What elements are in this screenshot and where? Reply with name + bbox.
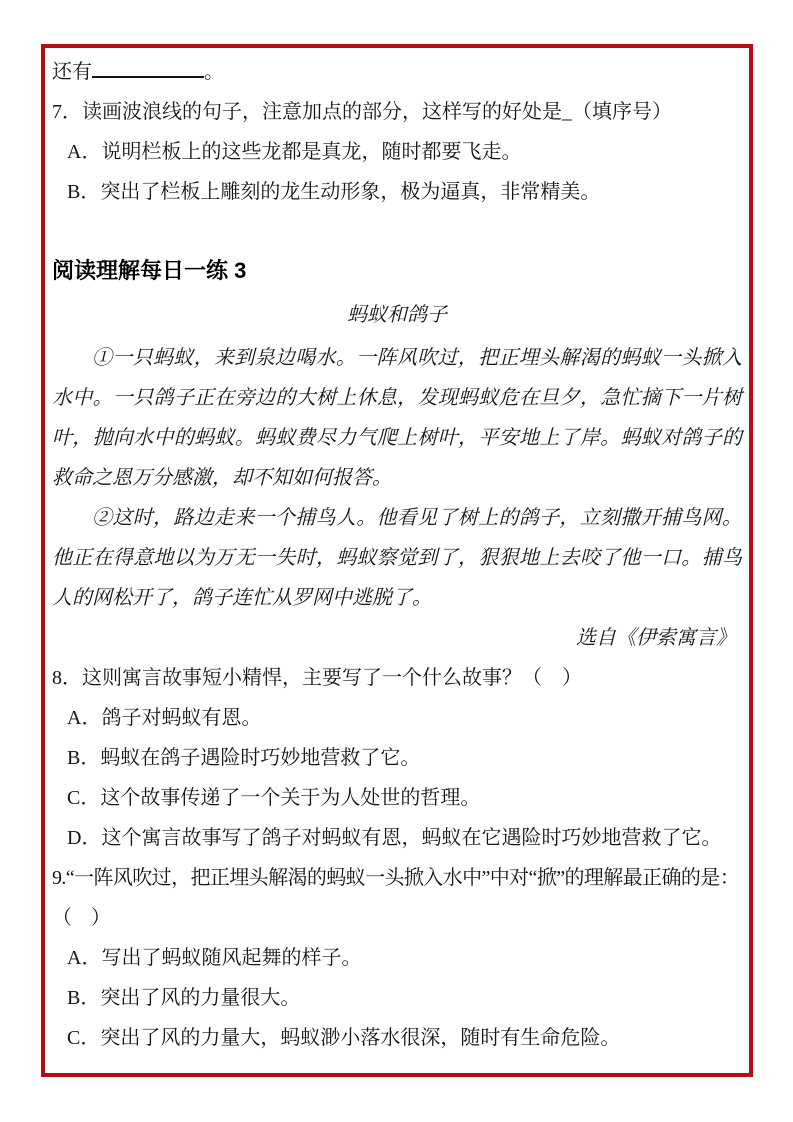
passage-title: 蚂蚁和鸽子 xyxy=(347,304,447,326)
question-8-option-d: D．这个寓言故事写了鸽子对蚂蚁有恩，蚂蚁在它遇险时巧妙地营救了它。 xyxy=(67,827,722,849)
question-7-stem: 7．读画波浪线的句子，注意加点的部分，这样写的好处是_（填序号） xyxy=(52,101,672,123)
question-9-option-b: B．突出了风的力量很大。 xyxy=(67,987,301,1009)
question-9-option-a: A．写出了蚂蚁随风起舞的样子。 xyxy=(67,947,362,969)
question-8-stem: 8．这则寓言故事短小精悍，主要写了一个什么故事？（ ） xyxy=(52,667,582,689)
question-9-option-c: C．突出了风的力量大，蚂蚁渺小落水很深，随时有生命危险。 xyxy=(67,1027,621,1049)
fill-in-blank xyxy=(92,74,204,78)
question-8-option-b: B．蚂蚁在鸽子遇险时巧妙地营救了它。 xyxy=(67,747,421,769)
section-heading: 阅读理解每日一练 3 xyxy=(52,258,247,283)
passage-paragraph-2: ②这时，路边走来一个捕鸟人。他看见了树上的鸽子，立刻撒开捕鸟网。他正在得意地以为万无一失时，蚂蚁察觉到了，狠狠地上去咬了他一口。捕鸟人的网松开了，鸽子连忙从罗网中逃脱了。 xyxy=(52,507,742,609)
fill-in-suffix: 。 xyxy=(204,61,224,83)
question-7-option-b: B．突出了栏板上雕刻的龙生动形象，极为逼真，非常精美。 xyxy=(67,181,601,203)
fill-in-prefix: 还有 xyxy=(52,61,92,83)
fill-in-line xyxy=(52,52,742,92)
question-9-stem: 9.“一阵风吹过，把正埋头解渴的蚂蚁一头掀入水中”中对“掀”的理解最正确的是：（ ） xyxy=(52,867,740,929)
passage-paragraph-1: ①一只蚂蚁，来到泉边喝水。一阵风吹过，把正埋头解渴的蚂蚁一头掀入水中。一只鸽子正在旁边的大树上休息，发现蚂蚁危在旦夕，急忙摘下一片树叶，抛向水中的蚂蚁。蚂蚁费尽力气爬上树叶，平安地上了岸。蚂蚁对鸽子的救命之恩万分感激，却不知如何报答。 xyxy=(52,347,742,489)
worksheet-frame xyxy=(41,44,753,1077)
question-7-option-a: A．说明栏板上的这些龙都是真龙，随时都要飞走。 xyxy=(67,141,522,163)
blank-line xyxy=(52,212,742,250)
passage-source: 选自《伊索寓言》 xyxy=(576,627,736,649)
question-8-option-c: C．这个故事传递了一个关于为人处世的哲理。 xyxy=(67,787,481,809)
question-8-option-a: A．鸽子对蚂蚁有恩。 xyxy=(67,707,262,729)
